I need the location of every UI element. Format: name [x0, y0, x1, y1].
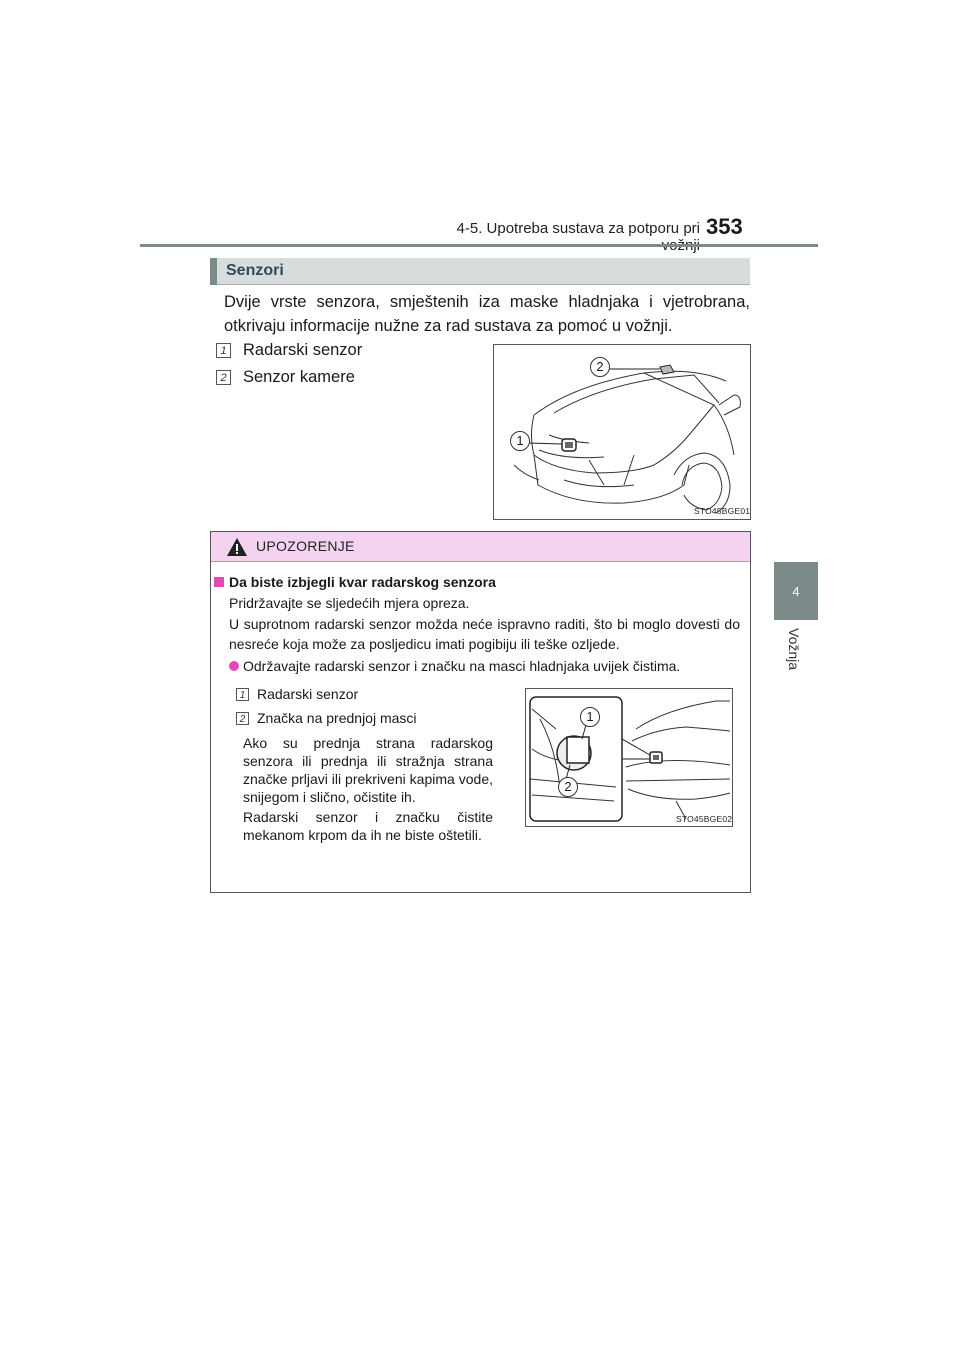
list-item [216, 368, 355, 387]
warning-paragraph: U suprotnom radarski senzor možda neće ispravno raditi, što bi moglo dovesti do nesreće koja može za posljedicu imati pogibiju ili teške ozljede. [229, 616, 740, 652]
section-header [210, 258, 750, 285]
list-item [216, 341, 362, 360]
warning-paragraph: Radarski senzor i značku čistite mekanom krpom da ih ne biste oštetili. [243, 809, 493, 843]
sensor-closeup-figure [525, 688, 733, 827]
square-bullet-icon [214, 577, 224, 587]
circle-bullet-icon [229, 661, 239, 671]
warning-bullet-text: Održavajte radarski senzor i značku na masci hladnjaka uvijek čistima. [243, 658, 681, 674]
number-2-icon: 2 [216, 370, 231, 385]
number-1-icon: 1 [236, 688, 249, 701]
callout-2: 2 [558, 777, 578, 797]
chapter-tab-number: 4 [792, 583, 800, 599]
warning-title: UPOZORENJE [256, 538, 355, 554]
list-item-label: Senzor kamere [243, 368, 355, 386]
car-front-illustration [494, 345, 750, 519]
sensor-location-figure [493, 344, 751, 520]
list-item [236, 686, 358, 702]
list-item-label: Radarski senzor [243, 341, 363, 359]
list-item-label: Značka na prednjoj masci [257, 710, 417, 726]
warning-bullet [229, 658, 680, 674]
warning-heading-text: Da biste izbjegli kvar radarskog senzora [229, 574, 496, 590]
section-intro: Dvije vrste senzora, smještenih iza maske hladnjaka i vjetrobrana, otkrivaju informacije nužne za rad sustava za pomoć u vožnji. [224, 293, 750, 335]
warning-paragraph: Pridržavajte se sljedećih mjera opreza. [229, 595, 470, 611]
chapter-title: 4-5. Upotreba sustava za potporu pri [456, 220, 700, 237]
callout-1: 1 [580, 707, 600, 727]
header-rule [140, 244, 818, 247]
callout-2: 2 [590, 357, 610, 377]
warning-triangle-icon [226, 537, 248, 557]
chapter-tab[interactable] [774, 562, 818, 620]
page-number: 353 [706, 214, 743, 239]
figure-code: STO45BGE02 [676, 814, 733, 824]
list-item-label: Radarski senzor [257, 686, 359, 702]
warning-heading [214, 574, 496, 590]
section-header-bar [210, 258, 217, 285]
radar-sensor-illustration [526, 689, 732, 826]
number-2-icon: 2 [236, 712, 249, 725]
number-1-icon: 1 [216, 343, 231, 358]
list-item [236, 710, 417, 726]
figure-code: STO45BGE01 [694, 506, 751, 516]
chapter-tab-label: Vožnja [786, 628, 802, 671]
section-title: Senzori [226, 262, 284, 279]
warning-paragraph: Ako su prednja strana radarskog senzora ili prednja ili stražnja strana značke prljavi ili prekriveni kapima vode, snijegom i slično, očistite ih. [243, 735, 493, 805]
callout-1: 1 [510, 431, 530, 451]
